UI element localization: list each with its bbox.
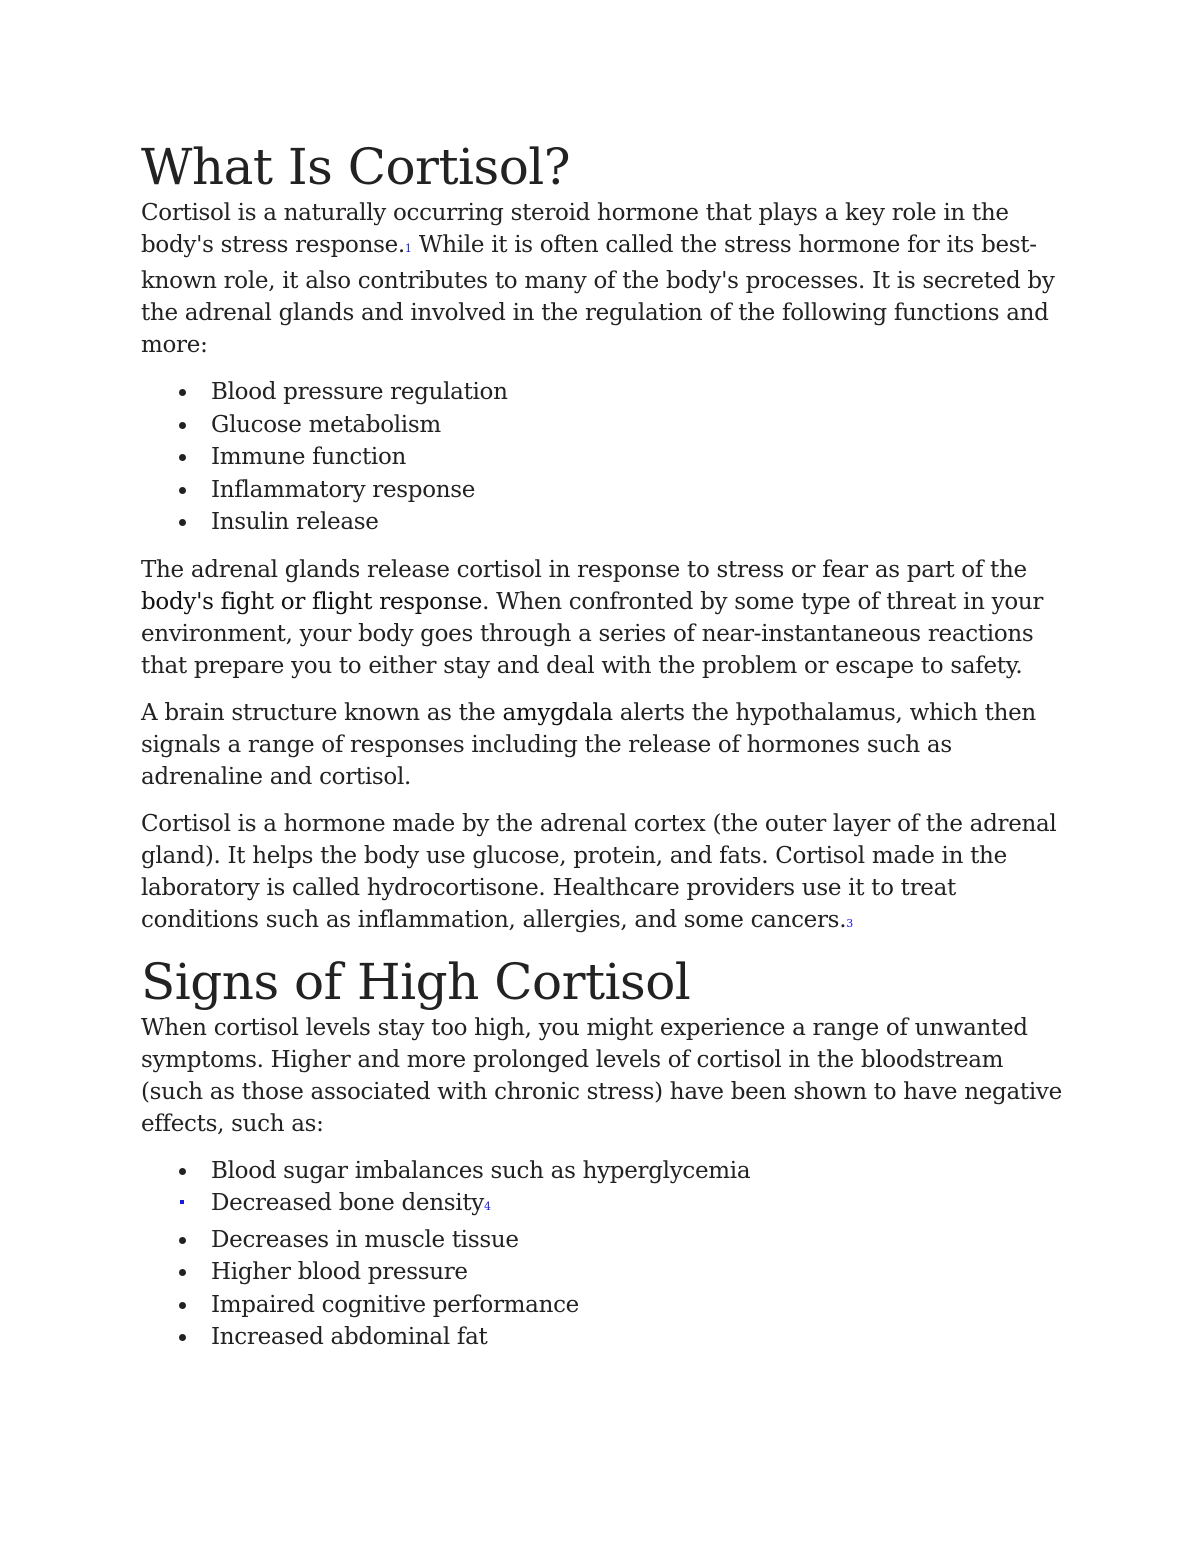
fight-or-flight-paragraph: The adrenal glands release cortisol in response to stress or fear as part of the body's fight or flight response. When confronted by some type of threat in your environment, your body goes through a series of near-instantaneous reactions that prepare you to either stay and deal with the problem or escape to safety.	[141, 556, 1044, 679]
list-item: Blood sugar imbalances such as hyperglycemia	[141, 1155, 1071, 1188]
bullet-icon	[180, 1200, 184, 1204]
citation-link-4[interactable]: 4	[483, 1200, 491, 1213]
heading-what-is-cortisol: What Is Cortisol?	[141, 138, 571, 196]
citation-link-3[interactable]: 3	[846, 916, 854, 930]
high-cortisol-paragraph: When cortisol levels stay too high, you might experience a range of unwanted symptoms. Higher and more prolonged levels of cortisol in the bloodstream (such as those associated with chronic stress) have been shown to have negative effects, such as:	[141, 1014, 1062, 1137]
bullet-icon	[179, 1334, 186, 1341]
list-item: Impaired cognitive performance	[141, 1289, 1071, 1322]
heading-signs-of-high-cortisol: Signs of High Cortisol	[141, 952, 691, 1011]
article	[141, 140, 1071, 1369]
list-item: Insulin release	[141, 506, 1071, 539]
list-item: Decreases in muscle tissue	[141, 1224, 1071, 1257]
bullet-icon	[179, 1237, 186, 1244]
list-item: Higher blood pressure	[141, 1256, 1071, 1289]
bullet-icon	[179, 454, 186, 461]
bullet-icon	[179, 422, 186, 429]
functions-list	[141, 376, 1071, 539]
bullet-icon	[179, 1302, 186, 1309]
bullet-icon	[179, 1269, 186, 1276]
list-item: Glucose metabolism	[141, 409, 1071, 442]
intro-text-cont: While it is often called the stress hormone for its best-known role, it also contributes to many of the body's processes. It is secreted by the adrenal glands and involved in the regulation of the following functions and more:	[141, 232, 1055, 358]
bullet-icon	[179, 389, 186, 396]
effects-list	[141, 1155, 1071, 1354]
bullet-icon	[179, 487, 186, 494]
bullet-icon	[179, 1168, 186, 1175]
list-item: Decreased bone density4	[141, 1187, 1071, 1224]
amygdala-paragraph: A brain structure known as the amygdala alerts the hypothalamus, which then signals a range of responses including the release of hormones such as adrenaline and cortisol.	[141, 699, 1036, 790]
list-item: Inflammatory response	[141, 474, 1071, 507]
citation-link-1[interactable]: 1	[404, 242, 412, 255]
list-item: Immune function	[141, 441, 1071, 474]
list-item: Blood pressure regulation	[141, 376, 1071, 409]
amygdala-link[interactable]: amygdala	[502, 699, 613, 726]
bullet-icon	[179, 519, 186, 526]
list-item: Increased abdominal fat	[141, 1321, 1071, 1354]
intro-text: Cortisol is a naturally occurring steroid hormone that plays a key role in the body's stress response.	[141, 200, 1009, 258]
adrenal-cortex-paragraph: Cortisol is a hormone made by the adrenal cortex (the outer layer of the adrenal gland). It helps the body use glucose, protein, and fats. Cortisol made in the laboratory is called hydrocortisone. Healthcare providers use it to treat conditions such as inflammation, allergies, and some cancers.3	[141, 810, 1057, 933]
intro-paragraph	[141, 197, 1071, 361]
fight-or-flight-link[interactable]: body's fight or flight response	[141, 588, 483, 615]
